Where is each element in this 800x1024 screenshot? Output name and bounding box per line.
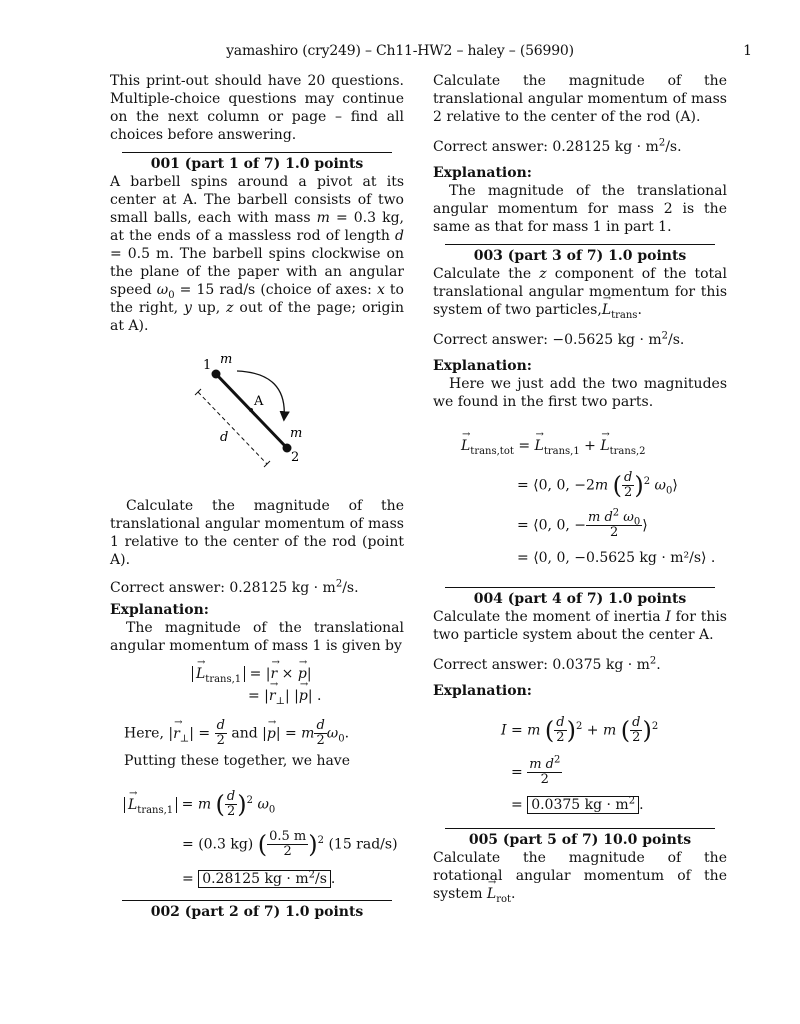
q4-question: Calculate the moment of inertia I for this two particle system about the center A. [433, 609, 727, 643]
label-m2: m [290, 426, 303, 441]
q4-explanation-label: Explanation: [433, 683, 532, 699]
q3-answer: Correct answer: −0.5625 kg · $m^2/s$. [433, 330, 685, 348]
q2-explanation-text: The magnitude of the translational angular momentum for mass 2 is the same as that for mass 1 in part 1. [433, 183, 727, 235]
eq-frac-den: 2 [283, 844, 292, 859]
mass-1 [212, 370, 221, 379]
q1-together-text: Putting these together, we have [124, 753, 351, 769]
q4-boxed-result: 0.0375 kg · $m^2$ [527, 796, 639, 814]
q3-eq-result: ⟨0, 0, −0.5625 kg · m²/s⟩ . [533, 550, 716, 566]
label-d: d [220, 430, 229, 445]
intro-text: This print-out should have 20 questions. Multiple-choice questions may continue on the next column or page – find all choices before answering. [110, 73, 404, 143]
q4-answer: Correct answer: 0.0375 kg · $m^2$. [433, 655, 661, 673]
eq-omega-term: (15 rad/s) [328, 836, 398, 853]
divider [445, 244, 715, 245]
divider [122, 152, 392, 153]
q3-explanation-text: Here we just add the two magnitudes we found in the first two parts. [433, 376, 727, 410]
page-number: 1 [743, 43, 752, 59]
label-a: A [254, 394, 264, 409]
left-column [110, 72, 404, 921]
q1-boxed-result: 0.28125 kg · $m^2/s$ [198, 870, 331, 888]
q1-explanation-label: Explanation: [110, 602, 209, 618]
divider [445, 587, 715, 588]
divider [122, 900, 392, 901]
right-column [433, 72, 727, 903]
q4-equation-block: I = m ( $\frac{d}{2}$ )$^2$ + m ( $\frac{d}{2}$ )$^2$ = $\frac{m d^2}{2}$ = 0.0375 kg · $m^2$ . [501, 715, 659, 813]
q1-statement: A barbell spins around a pivot at its center at A. The barbell consists of two small balls, each with mass m = 0.3 kg, at the ends of a massless rod of length d = 0.5 m. The barbell spins clockwise on the plane of the paper with an angular speed $\omega_0 = 15$ rad/s (choice of axes: x to the right, y up, z out of the page; origin at A). [110, 174, 404, 334]
q3-explanation-label: Explanation: [433, 358, 532, 374]
barbell-figure [110, 352, 404, 503]
q2-answer: Correct answer: 0.28125 kg · $m^2/s$. [433, 137, 682, 155]
q1-answer: Correct answer: 0.28125 kg · $m^2/s$. [110, 578, 359, 596]
q1-heading: 001 (part 1 of 7) 1.0 points [150, 156, 364, 172]
q3-equation-block: → $L_{trans,tot}$ = → $L_{trans,1}$ + → $L_{trans,2}$ = ⟨0, 0, −2m ( $\frac{d}{2}$ )$^2$ $\omega_0⟩$ = ⟨0, 0, − $\frac{m d^2 \omega_0}{2}$ ⟩ = ⟨0, 0, −0.5625 kg · m²/s⟩ . [433, 437, 727, 571]
q5-question: Calculate the magnitude of the rotational angular momentum of the system → $L_{rot}$. [433, 849, 727, 903]
page-header [0, 42, 768, 62]
q2-heading: 002 (part 2 of 7) 1.0 points [150, 904, 364, 920]
divider [445, 828, 715, 829]
q1-question: Calculate the magnitude of the translational angular momentum of mass 1 relative to the center of the rod (point A). [110, 498, 404, 568]
q2-question: Calculate the magnitude of the translational angular momentum of mass 2 relative to the center of the rod (A). [433, 73, 727, 125]
q3-question: Calculate the z component of the total translational angular momentum for this system of two particles,→ $L_{trans}$. [433, 265, 727, 319]
header-title: yamashiro (cry249) – Ch11-HW2 – haley – (56990) [226, 43, 574, 59]
q1-here-text: Here, |→ $r_\perp|$ = $\frac{d}{2}$ and |→ p| = m $\frac{d}{2}$ $\omega_0$. [110, 719, 404, 748]
q2-explanation-label: Explanation: [433, 165, 532, 181]
pivot-a [249, 408, 253, 412]
q1-equation-block-1: → $L_{trans,1}$ = |→ r × → p| = |→ $r_\perp|$ |→ p| . [110, 665, 404, 709]
q1-explanation-text: The magnitude of the translational angular momentum of mass 1 is given by [110, 620, 404, 654]
eq-frac-num: 0.5 m [269, 829, 307, 844]
eq-mass-term: (0.3 kg) [198, 836, 254, 853]
label-m1: m [220, 352, 233, 367]
q1-equation-block-2: → $L_{trans,1} = m$ ( $\frac{d}{2}$ )$^2$ $\omega_0$ = (0.3 kg) ( $\frac{0.5 m}{2}$ )$^2$ (15 rad/s) = 0.28125 kg · $m^2/s$ . [110, 790, 404, 892]
q4-heading: 004 (part 4 of 7) 1.0 points [473, 591, 687, 607]
q5-heading: 005 (part 5 of 7) 10.0 points [468, 832, 692, 848]
label-2: 2 [291, 450, 300, 465]
q3-heading: 003 (part 3 of 7) 1.0 points [473, 248, 687, 264]
label-1: 1 [203, 358, 212, 373]
